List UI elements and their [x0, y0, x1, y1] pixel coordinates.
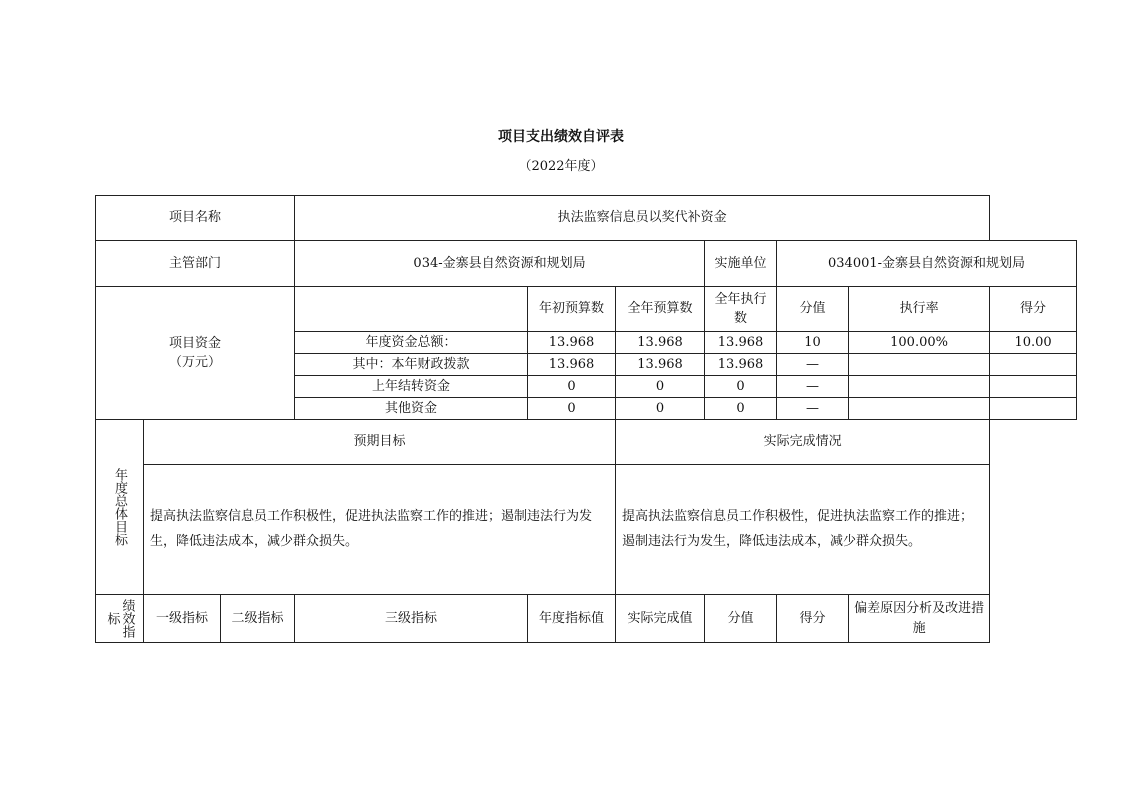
project-name-value: 执法监察信息员以奖代补资金	[295, 196, 990, 241]
fund-initial: 13.968	[528, 332, 616, 354]
fund-executed: 13.968	[705, 332, 777, 354]
page-subtitle: （2022年度）	[518, 159, 604, 174]
page-title: 项目支出绩效自评表	[498, 129, 624, 145]
indicators-side-label-b: 标	[104, 612, 120, 625]
expected-text: 提高执法监察信息员工作积极性，促进执法监察工作的推进；遏制违法行为发生，降低违法成本，减少群众损失。	[144, 465, 616, 595]
fund-executed: 0	[705, 376, 777, 398]
fund-annual: 0	[616, 398, 705, 420]
fund-score-value: —	[777, 398, 849, 420]
evaluation-table	[95, 195, 1077, 643]
fund-rate	[849, 354, 990, 376]
goals-content-row	[96, 465, 1077, 595]
fund-rate	[849, 398, 990, 420]
fund-initial: 13.968	[528, 354, 616, 376]
dept-value: 034-金寨县自然资源和规划局	[295, 241, 705, 287]
header-initial: 年初预算数	[528, 287, 616, 332]
header-score: 得分	[990, 287, 1077, 332]
fund-annual: 0	[616, 376, 705, 398]
funds-label: 项目资金	[169, 335, 222, 351]
header-score-value: 分值	[777, 287, 849, 332]
fund-name: 上年结转资金	[295, 376, 528, 398]
fund-score	[990, 354, 1077, 376]
fund-score-value: —	[777, 376, 849, 398]
funds-unit: （万元）	[169, 355, 222, 370]
fund-executed: 13.968	[705, 354, 777, 376]
fund-name: 年度资金总额：	[295, 332, 528, 354]
header-executed: 全年执行数	[705, 287, 777, 332]
header-rate: 执行率	[849, 287, 990, 332]
level1-header: 一级指标	[144, 595, 221, 643]
analysis-header: 偏差原因分析及改进措施	[849, 595, 990, 643]
level2-header: 二级指标	[221, 595, 295, 643]
goals-side-cell	[96, 420, 144, 595]
actual-value-header: 实际完成值	[616, 595, 705, 643]
header-annual: 全年预算数	[616, 287, 705, 332]
indicator-score-header: 得分	[777, 595, 849, 643]
funds-label-cell	[96, 287, 295, 420]
fund-annual: 13.968	[616, 354, 705, 376]
goals-header-row	[96, 420, 1077, 465]
target-header: 年度指标值	[528, 595, 616, 643]
fund-name: 其中：本年财政拨款	[295, 354, 528, 376]
indicator-score-value-header: 分值	[705, 595, 777, 643]
fund-score	[990, 398, 1077, 420]
department-row	[96, 241, 1077, 287]
fund-rate	[849, 376, 990, 398]
fund-initial: 0	[528, 376, 616, 398]
fund-name: 其他资金	[295, 398, 528, 420]
project-name-row	[96, 196, 1077, 241]
fund-score-value: 10	[777, 332, 849, 354]
fund-rate: 100.00%	[849, 332, 990, 354]
goals-side-label: 年度总体目标	[112, 468, 127, 546]
dept-label: 主管部门	[96, 241, 295, 287]
indicators-side-cell	[96, 595, 144, 643]
fund-initial: 0	[528, 398, 616, 420]
fund-annual: 13.968	[616, 332, 705, 354]
fund-executed: 0	[705, 398, 777, 420]
fund-score-value: —	[777, 354, 849, 376]
indicators-side-label-a: 绩效指	[119, 599, 135, 638]
level3-header: 三级指标	[295, 595, 528, 643]
funds-header-row	[96, 287, 1077, 332]
project-name-label: 项目名称	[96, 196, 295, 241]
indicators-header-row	[96, 595, 1077, 643]
actual-text: 提高执法监察信息员工作积极性，促进执法监察工作的推进；遏制违法行为发生，降低违法成本，减少群众损失。	[616, 465, 990, 595]
funds-header-blank	[295, 287, 528, 332]
fund-score: 10.00	[990, 332, 1077, 354]
expected-header: 预期目标	[144, 420, 616, 465]
actual-header: 实际完成情况	[616, 420, 990, 465]
unit-value: 034001-金寨县自然资源和规划局	[777, 241, 1077, 287]
fund-score	[990, 376, 1077, 398]
unit-label: 实施单位	[705, 241, 777, 287]
